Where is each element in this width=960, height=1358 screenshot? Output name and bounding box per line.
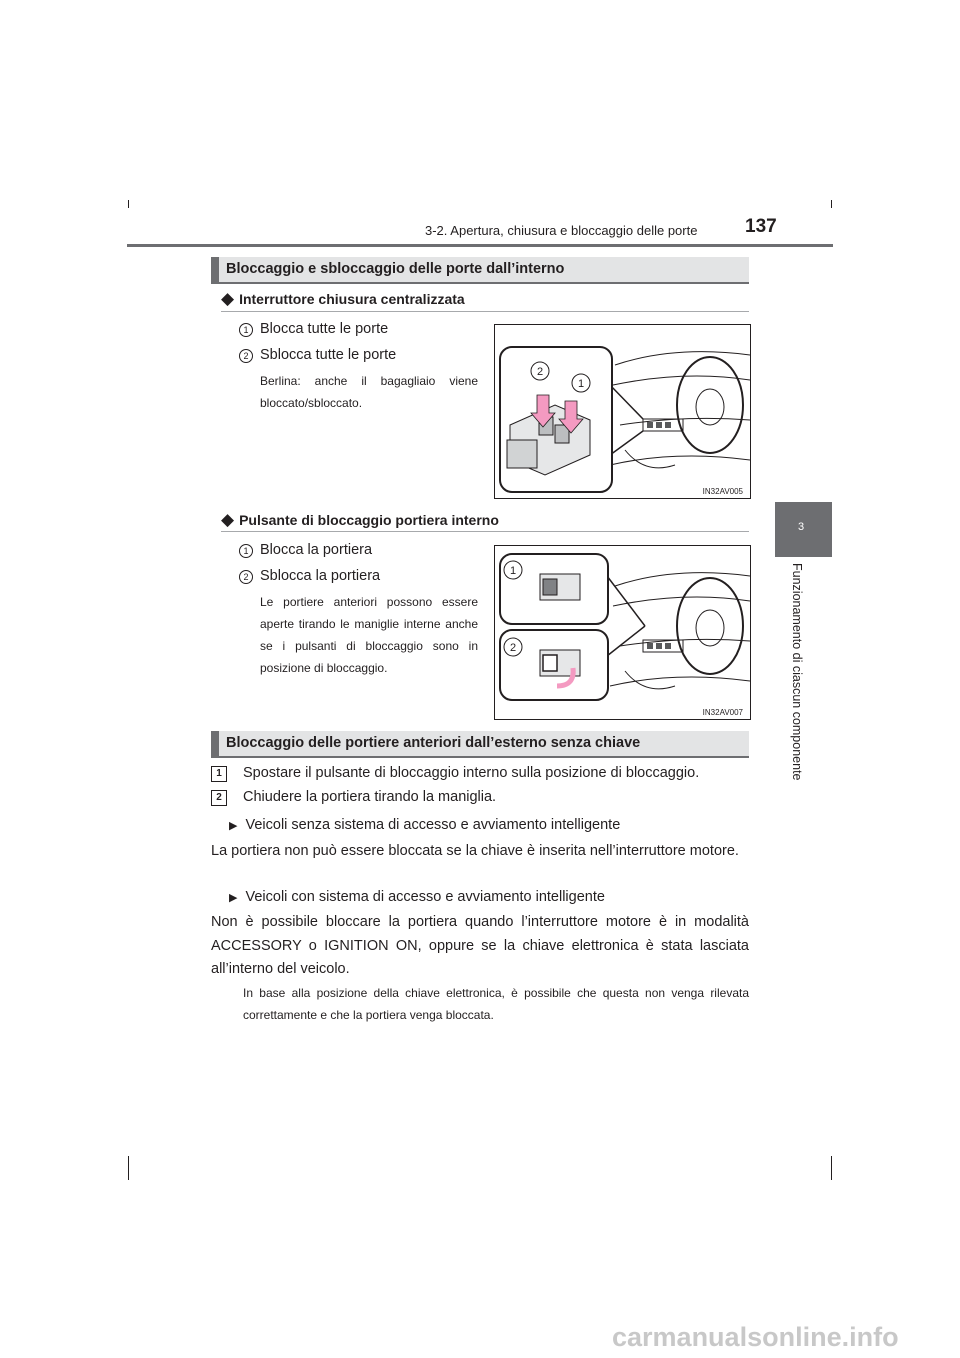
figure-code: IN32AV005 — [702, 487, 743, 496]
watermark: carmanualsonline.info — [612, 1322, 899, 1352]
item-number-badge: 2 — [239, 570, 253, 584]
illustration-door-lock-button — [494, 545, 751, 720]
running-header: 3-2. Apertura, chiusura e bloccaggio delle porte — [425, 223, 698, 238]
note-text: In base alla posizione della chiave elettronica, è possibile che questa non venga rilevata correttamente e che la portiera venga bloccata. — [243, 986, 749, 1022]
section-heading-bar — [211, 731, 749, 758]
diamond-icon: ◆ — [221, 289, 235, 308]
note-text: Le portiere anteriori possono essere aperte tirando le maniglie interne anche se i pulsanti di bloccaggio sono in posizione di bloccaggio. — [260, 595, 478, 675]
section-accent — [211, 731, 219, 756]
item-number-badge: 1 — [239, 323, 253, 337]
condition-title: Veicoli con sistema di accesso e avviamento intelligente — [245, 889, 605, 905]
triangle-bullet-icon: ▶ — [229, 820, 238, 832]
condition-heading — [229, 817, 620, 833]
subsection-heading — [221, 289, 465, 309]
crop-mark-top-left — [128, 200, 129, 208]
section-accent — [211, 257, 219, 282]
chapter-number: 3 — [798, 521, 805, 533]
item-label: Blocca la portiera — [260, 542, 373, 558]
callout-number: 2 — [509, 642, 517, 654]
door-lock-switch-drawing — [495, 325, 750, 498]
subsection-rule — [221, 531, 749, 532]
subsection-heading — [221, 510, 499, 530]
condition-title: Veicoli senza sistema di accesso e avviamento intelligente — [245, 817, 621, 833]
subsection-title: Pulsante di bloccaggio portiera interno — [239, 512, 499, 528]
crop-mark-bottom-left — [128, 1156, 129, 1180]
callout-number: 1 — [509, 565, 517, 577]
step-number-badge: 2 — [211, 790, 227, 806]
item-label: Sblocca la portiera — [260, 568, 381, 584]
chapter-tab — [775, 502, 832, 557]
section-heading-bar — [211, 257, 749, 284]
section-title: Bloccaggio e sbloccaggio delle porte dall’interno — [226, 261, 565, 277]
item-label: Blocca tutte le porte — [260, 321, 389, 337]
illustration-door-lock-switch — [494, 324, 751, 499]
condition-heading — [229, 889, 605, 905]
subsection-rule — [221, 311, 749, 312]
page-number: 137 — [745, 216, 777, 237]
item-number-badge: 1 — [239, 544, 253, 558]
figure-code: IN32AV007 — [702, 708, 743, 717]
step-text: Spostare il pulsante di bloccaggio interno sulla posizione di bloccaggio. — [243, 765, 700, 781]
door-lock-button-drawing — [495, 546, 750, 719]
callout-number: 1 — [577, 378, 585, 390]
section-title: Bloccaggio delle portiere anteriori dall’esterno senza chiave — [226, 735, 641, 751]
condition-text: La portiera non può essere bloccata se la chiave è inserita nell’interruttore motore. — [211, 843, 739, 859]
header-rule — [127, 244, 833, 247]
chapter-title: Funzionamento di ciascun componente — [790, 563, 804, 781]
item-label: Sblocca tutte le porte — [260, 347, 397, 363]
condition-text: Non è possibile bloccare la portiera quando l’interruttore motore è in modalità ACCESSORY o IGNITION ON, oppure se la chiave elettronica è stata lasciata all’interno del veicolo. — [211, 914, 749, 977]
crop-mark-top-right — [831, 200, 832, 208]
item-number-badge: 2 — [239, 349, 253, 363]
step-text: Chiudere la portiera tirando la maniglia. — [243, 789, 497, 805]
crop-mark-bottom-right — [831, 1156, 832, 1180]
diamond-icon: ◆ — [221, 510, 235, 529]
callout-number: 2 — [536, 366, 544, 378]
subsection-title: Interruttore chiusura centralizzata — [239, 291, 465, 307]
step-number-badge: 1 — [211, 766, 227, 782]
note-text: Berlina: anche il bagagliaio viene bloccato/sbloccato. — [260, 374, 478, 410]
triangle-bullet-icon: ▶ — [229, 892, 238, 904]
